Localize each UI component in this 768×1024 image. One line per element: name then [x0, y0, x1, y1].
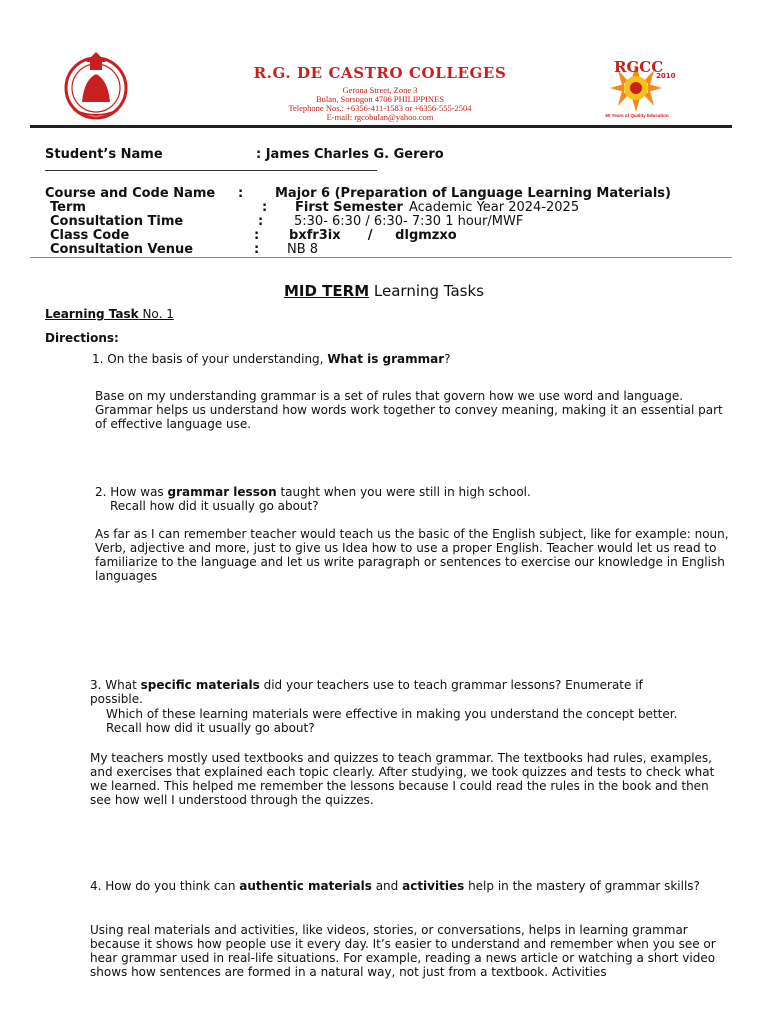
- consultation-time-value: 5:30- 6:30 / 6:30- 7:30 1 hour/MWF: [294, 214, 524, 229]
- college-phone: Telephone Nos.: +6356-411-1583 or +6356-555-2504: [288, 103, 472, 113]
- consultation-time-separator: :: [258, 214, 264, 229]
- term-separator: :: [262, 200, 268, 215]
- question-4: [90, 879, 730, 893]
- student-name-label: Student’s Name: [45, 147, 163, 162]
- consultation-venue-value: NB 8: [287, 242, 319, 257]
- answer-3: My teachers mostly used textbooks and quizzes to teach grammar. The textbooks had rules, examples, and exercises that explained each topic clearly. After studying, we took quizzes and tests to check what we learned. This helped me remember the lessons because I could read the rules in the book and then see how well I understood through the quizzes.: [90, 751, 715, 807]
- info-divider: [30, 257, 732, 258]
- consultation-venue-label: Consultation Venue: [50, 242, 194, 257]
- logo-tagline: 60 Years of Quality Education: [605, 113, 669, 118]
- question-1-end: ?: [444, 352, 451, 366]
- svg-text:RGCC: RGCC: [614, 58, 664, 76]
- question-3-recall: Recall how did it usually go about?: [106, 721, 315, 735]
- consultation-venue-separator: :: [254, 242, 260, 257]
- answer-1: Base on my understanding grammar is a set of rules that govern how we use word and language. Grammar helps us understand how words work together to convey meaning, making it an essential part of effective language use.: [95, 389, 723, 431]
- answer-4: Using real materials and activities, like videos, stories, or conversations, helps in learning grammar because it shows how people use it every day. It’s easier to understand and remember when you see or hear grammar used in real-life situations. For example, reading a news article or watching a short video shows how sentences are formed in a natural way, not just from a textbook. Activities: [90, 923, 716, 979]
- question-2: [95, 485, 735, 499]
- college-email: E-mail: rgcobulan@yahoo.com: [326, 112, 434, 122]
- question-4-keyword-activities: activities: [402, 879, 465, 893]
- midterm-subtitle: Learning Tasks: [369, 282, 484, 300]
- question-3-keyword: specific materials: [140, 678, 260, 692]
- question-2-end: taught when you were still in high school.: [276, 485, 531, 499]
- question-3-end: did your teachers use to teach grammar lessons? Enumerate if possible.: [90, 678, 643, 706]
- question-2-recall: Recall how did it usually go about?: [110, 499, 319, 513]
- letterhead-divider: [30, 125, 732, 128]
- college-city: Bulan, Sorsogon 4706 PHILIPPINES: [316, 94, 444, 104]
- term-label: Term: [50, 200, 86, 215]
- student-name-underline: [45, 170, 377, 171]
- question-1-text: 1. On the basis of your understanding,: [92, 352, 328, 366]
- course-label: Course and Code Name: [45, 186, 216, 201]
- class-code-label: Class Code: [50, 228, 130, 243]
- question-1: [92, 352, 732, 366]
- learning-task-number: No. 1: [138, 307, 174, 321]
- college-address: Gerona Street, Zone 3: [342, 85, 418, 95]
- question-4-keyword-materials: authentic materials: [239, 879, 372, 893]
- academic-year: Academic Year 2024-2025: [409, 200, 580, 215]
- student-name-value: : James Charles G. Gerero: [256, 147, 444, 162]
- question-3: [90, 678, 690, 706]
- rgcc-logo-icon: [590, 56, 682, 116]
- course-value: Major 6 (Preparation of Language Learning Materials): [275, 186, 671, 201]
- class-code-value: bxfr3ix / dlgmzxo: [289, 228, 457, 243]
- college-seal-icon: [60, 50, 132, 122]
- question-4-end: help in the mastery of grammar skills?: [464, 879, 700, 893]
- svg-text:2010: 2010: [656, 72, 676, 80]
- page-title: [0, 282, 768, 300]
- learning-task-label: Learning Task: [45, 307, 139, 321]
- question-3-effective: Which of these learning materials were effective in making you understand the concept better.: [106, 707, 678, 721]
- college-name: R.G. DE CASTRO COLLEGES: [253, 64, 507, 82]
- class-code-separator: :: [254, 228, 260, 243]
- term-value: First Semester: [295, 200, 403, 215]
- question-2-keyword: grammar lesson: [167, 485, 277, 499]
- letterhead: [30, 40, 726, 124]
- course-separator: :: [238, 186, 244, 201]
- question-4-and: and: [371, 879, 403, 893]
- question-4-text: 4. How do you think can: [90, 879, 240, 893]
- learning-task-heading: [45, 307, 174, 321]
- question-3-text: 3. What: [90, 678, 141, 692]
- question-2-text: 2. How was: [95, 485, 168, 499]
- directions-label: Directions:: [45, 331, 119, 345]
- question-1-keyword: What is grammar: [327, 352, 445, 366]
- midterm-label: MID TERM: [284, 282, 370, 300]
- consultation-time-label: Consultation Time: [50, 214, 184, 229]
- answer-2: As far as I can remember teacher would teach us the basic of the English subject, like for example: noun, Verb, adjective and more, just to give us Idea how to use a proper English. Teacher would let us read to familiarize to the language and let us write paragraph or sentences to exercise our knowledge in English languages: [95, 527, 729, 583]
